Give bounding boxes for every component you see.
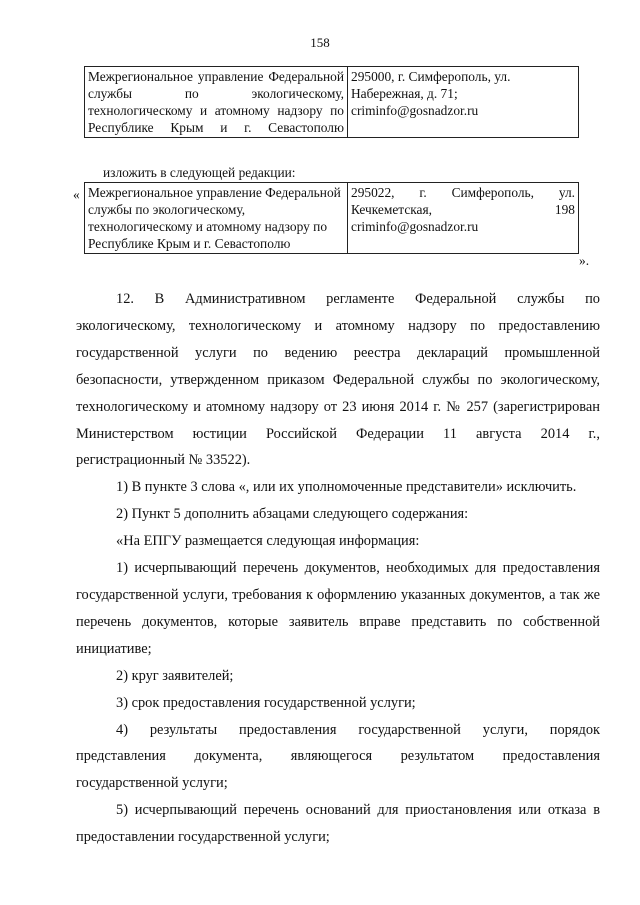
quote-open: « (73, 187, 80, 202)
paragraph: 3) срок предоставления государственной услуги; (116, 694, 416, 711)
quote-close: ». (579, 253, 590, 268)
paragraph: 2) круг заявителей; (116, 667, 234, 684)
paragraph: 4) результаты предоставления государственной услуги, порядок представления документа, являющегося результатом предоставления государственной услуги; (76, 721, 600, 792)
address-cell: 295022, г. Симферополь, ул. Кечкеметская, 198 criminfo@gosnadzor.ru (348, 183, 579, 254)
address-cell: 295000, г. Симферополь, ул. Набережная, д. 71; criminfo@gosnadzor.ru (348, 67, 579, 138)
org-table-old (84, 66, 579, 138)
page-number: 158 (310, 35, 330, 50)
org-table-new (84, 182, 579, 254)
org-name-cell: Межрегиональное управление Федеральной службы по экологическому, технологическому и атомному надзору по Республике Крым и г. Севастополю (85, 183, 348, 254)
paragraph: «На ЕПГУ размещается следующая информация: (116, 533, 420, 550)
intro-line: изложить в следующей редакции: (103, 165, 296, 180)
paragraph: 12. В Административном регламенте Федеральной службы по экологическому, технологическому и атомному надзору по предоставлению государственной услуги по ведению реестра деклараций промышленной безопасности, утвержденном приказом Федеральной службы по экологическому, технологическому и атомному надзору от 23 июня 2014 г. № 257 (зарегистрирован Министерством юстиции Российской Федерации 11 августа 2014 г., регистрационный № 33522). (76, 291, 600, 469)
org-name-cell: Межрегиональное управление Федеральной службы по экологическому, технологическому и атомному надзору по Республике Крым и г. Севастополю (85, 67, 348, 138)
paragraph: 5) исчерпывающий перечень оснований для приостановления или отказа в предоставлении государственной услуги; (76, 802, 600, 846)
table-row (85, 183, 579, 254)
table-row (85, 67, 579, 138)
body-text (76, 286, 600, 851)
paragraph: 2) Пункт 5 дополнить абзацами следующего содержания: (116, 506, 469, 523)
paragraph: 1) В пункте 3 слова «, или их уполномоченные представители» исключить. (116, 479, 577, 496)
paragraph: 1) исчерпывающий перечень документов, необходимых для предоставления государственной услуги, требования к оформлению указанных документов, а так же перечень документов, которые заявитель вправе представить по собственной инициативе; (76, 560, 600, 657)
